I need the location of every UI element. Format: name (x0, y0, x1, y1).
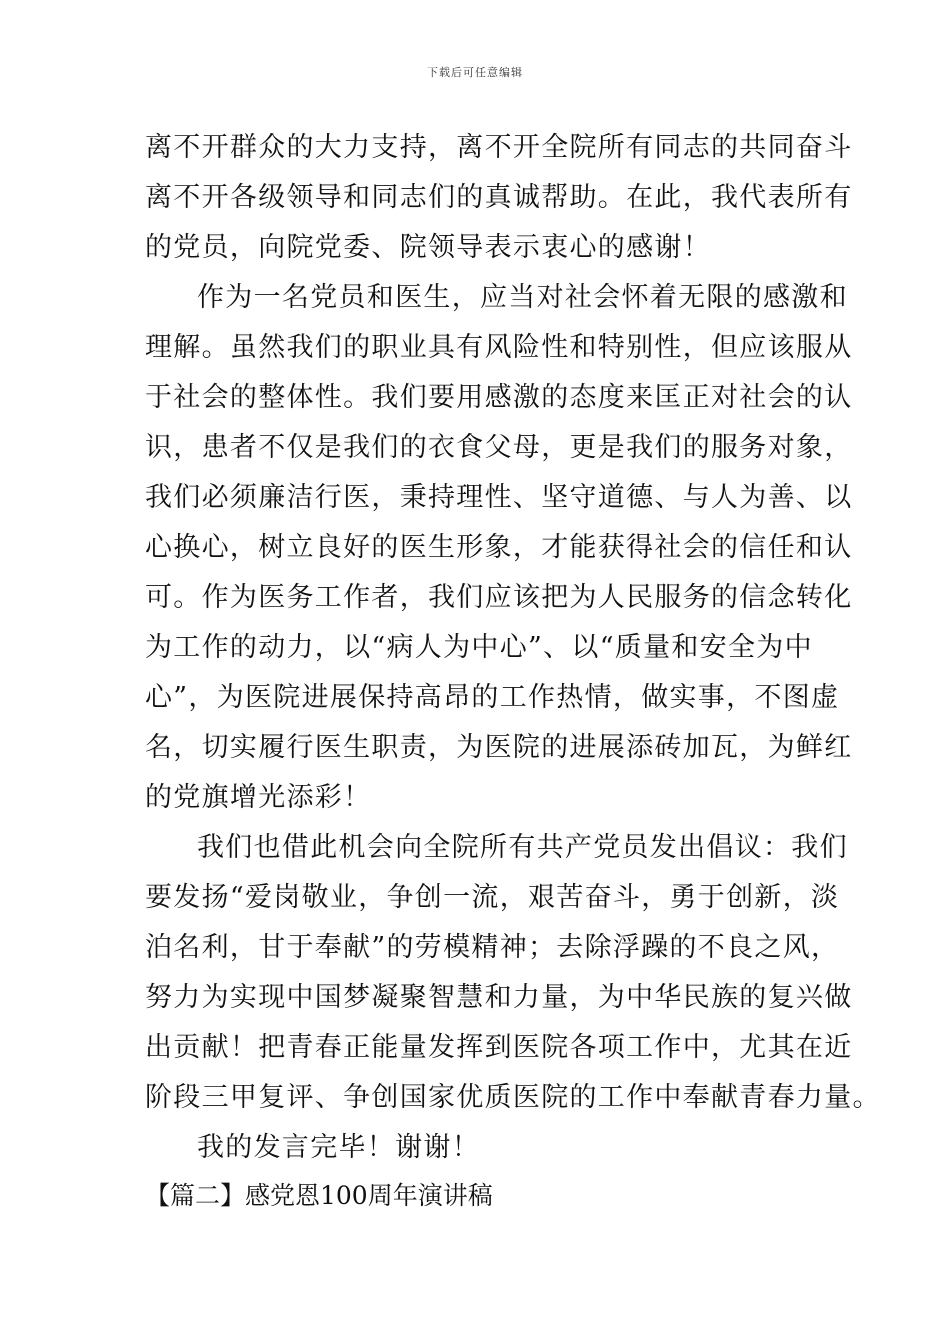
body-line-11: 为工作的动力，以“病人为中心”、以“质量和安全为中 (145, 632, 813, 663)
body-line-2: 离不开各级领导和同志们的真诚帮助。在此，我代表所有 (145, 182, 853, 213)
body-line-15: 我们也借此机会向全院所有共产党员发出倡议：我们 (197, 832, 848, 863)
body-line-1: 离不开群众的大力支持，离不开全院所有同志的共同奋斗 (145, 132, 853, 163)
body-line-19: 出贡献！把青春正能量发挥到医院各项工作中，尤其在近 (145, 1032, 853, 1063)
body-line-12: 心”，为医院进展保持高昂的工作热情，做实事，不图虚 (145, 682, 840, 713)
body-line-16: 要发扬“爱岗敬业，争创一流，艰苦奋斗，勇于创新，淡 (145, 882, 840, 913)
body-line-10: 可。作为医务工作者，我们应该把为人民服务的信念转化 (145, 582, 853, 613)
body-line-13: 名，切实履行医生职责，为医院的进展添砖加瓦，为鲜红 (145, 732, 853, 763)
body-line-7: 识，患者不仅是我们的衣食父母，更是我们的服务对象， (145, 432, 853, 463)
page-header-note: 下载后可任意编辑 (427, 66, 523, 79)
body-line-6: 于社会的整体性。我们要用感激的态度来匡正对社会的认 (145, 382, 853, 413)
body-line-4: 作为一名党员和医生，应当对社会怀着无限的感激和 (197, 282, 848, 313)
body-line-17: 泊名利，甘于奉献”的劳模精神；去除浮躁的不良之风， (145, 932, 840, 963)
body-line-5: 理解。虽然我们的职业具有风险性和特别性，但应该服从 (145, 332, 853, 363)
body-line-18: 努力为实现中国梦凝聚智慧和力量，为中华民族的复兴做 (145, 982, 853, 1013)
body-line-14: 的党旗增光添彩！ (145, 782, 372, 813)
body-line-9: 心换心，树立良好的医生形象，才能获得社会的信任和认 (145, 532, 853, 563)
section-title: 【篇二】感党恩100周年演讲稿 (145, 1181, 493, 1210)
body-line-21: 我的发言完毕！谢谢！ (197, 1132, 480, 1163)
body-line-3: 的党员，向院党委、院领导表示衷心的感谢！ (145, 232, 711, 263)
body-line-20: 阶段三甲复评、争创国家优质医院的工作中奉献青春力量。 (145, 1082, 881, 1113)
body-line-8: 我们必须廉洁行医，秉持理性、坚守道德、与人为善、以 (145, 482, 853, 513)
